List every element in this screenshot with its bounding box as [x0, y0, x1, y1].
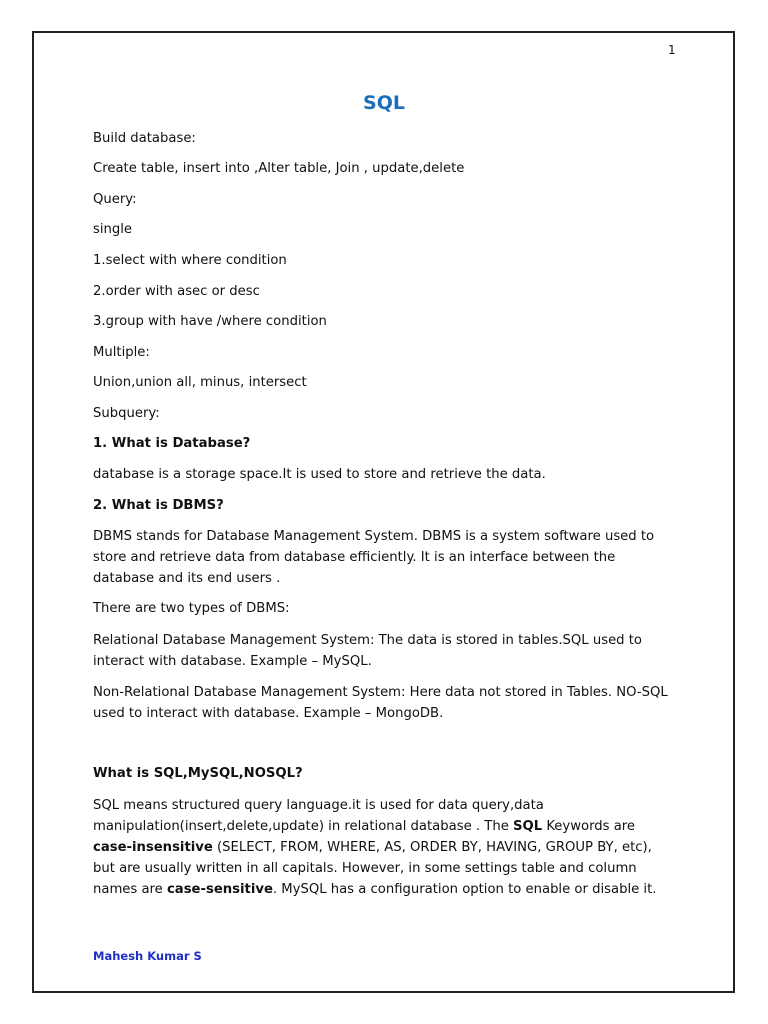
text-line: 2.order with asec or desc — [93, 284, 260, 299]
text-line: Query: — [93, 192, 137, 207]
text-line: Union,union all, minus, intersect — [93, 375, 307, 390]
paragraph: SQL means structured query language.it is used for data query,data manipulation(insert,delete,update) in relational database . The SQL Keywords are case-insensitive (SELECT, FROM, WHERE, AS, ORDER BY, HAVING, GROUP BY, etc), but are usually written in all capitals. However, in some settings table and column names are case-sensitive. MySQL has a configuration option to enable or disable it. — [93, 798, 657, 897]
text-line: 1.select with where condition — [93, 253, 287, 268]
question-heading: What is SQL,MySQL,NOSQL? — [93, 766, 303, 781]
text-line: Multiple: — [93, 345, 150, 360]
question-heading: 2. What is DBMS? — [93, 498, 224, 513]
author-name: Mahesh Kumar S — [93, 949, 202, 963]
page-number: 1 — [668, 43, 676, 57]
paragraph: There are two types of DBMS: — [93, 601, 290, 616]
text-line: Subquery: — [93, 406, 160, 421]
page-title: SQL — [363, 92, 405, 114]
paragraph: Non-Relational Database Management System: Here data not stored in Tables. NO-SQL used to interact with database. Example – MongoDB. — [93, 685, 668, 721]
question-heading: 1. What is Database? — [93, 436, 251, 451]
text-line: 3.group with have /where condition — [93, 314, 327, 329]
answer-text: database is a storage space.It is used to store and retrieve the data. — [93, 467, 546, 482]
paragraph: Relational Database Management System: The data is stored in tables.SQL used to interact with database. Example – MySQL. — [93, 633, 642, 669]
text-line: Build database: — [93, 131, 196, 146]
text-line: single — [93, 222, 133, 237]
text-line: Create table, insert into ,Alter table, Join , update,delete — [93, 161, 465, 176]
paragraph: DBMS stands for Database Management System. DBMS is a system software used to store and retrieve data from database efficiently. It is an interface between the database and its end users . — [93, 529, 655, 586]
